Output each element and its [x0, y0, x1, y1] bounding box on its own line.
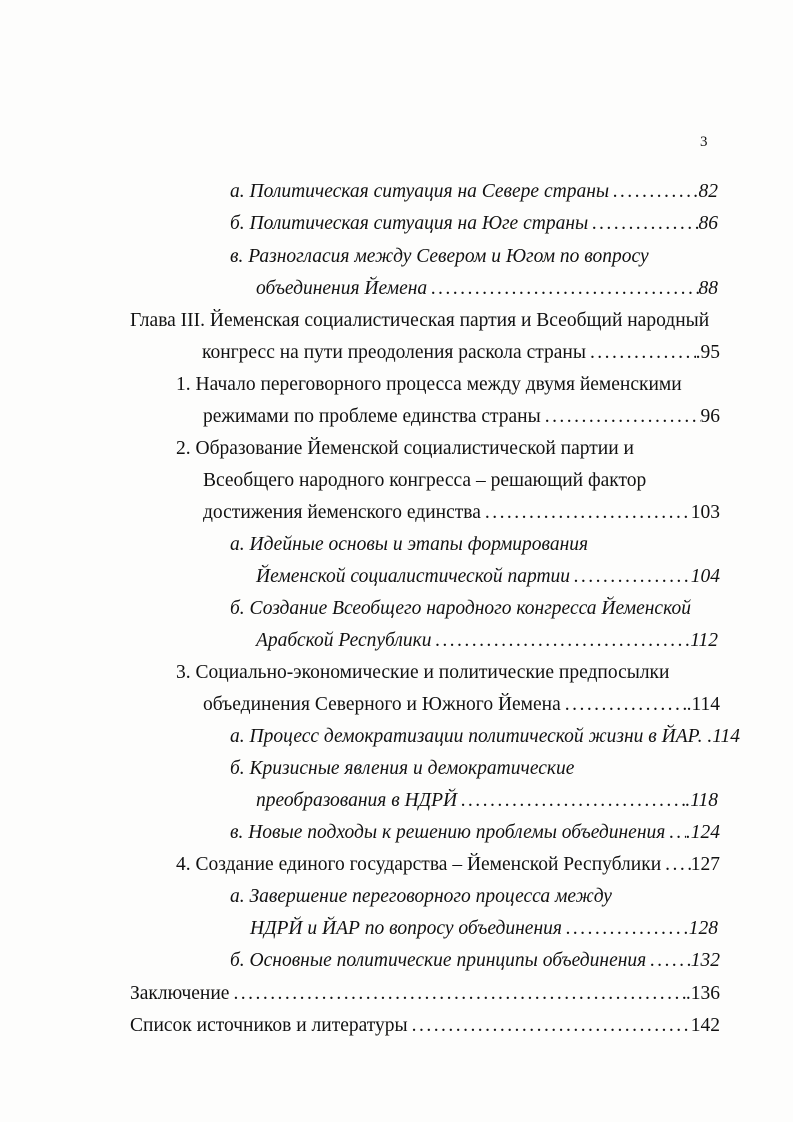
toc-entry [176, 371, 682, 399]
toc-entry [256, 787, 718, 815]
toc-entry [203, 467, 646, 495]
dot-leader [609, 178, 694, 206]
toc-entry [230, 883, 612, 911]
toc-entry [203, 691, 720, 719]
toc-entry [176, 851, 720, 879]
toc-entry [203, 499, 720, 527]
toc-entry [202, 339, 720, 367]
toc-entry [230, 595, 691, 623]
page-number: 3 [700, 134, 708, 150]
toc-entry-text: конгресс на пути преодоления раскола страны [202, 342, 586, 363]
toc-entry-text: а. Завершение переговорного процесса между [230, 886, 612, 907]
toc-chapter [130, 307, 709, 335]
toc-entry [176, 659, 669, 687]
toc-page-number: .124 [685, 822, 720, 843]
toc-entry-text: б. Основные политические принципы объединения [230, 950, 647, 971]
toc-entry-text: а. Процесс демократизации политической жизни в ЙАР. [230, 726, 703, 747]
toc-entry [230, 723, 740, 751]
toc-entry-text: 3. Социально-экономические и политические предпосылки [176, 662, 670, 683]
dot-leader [408, 1012, 691, 1040]
toc-entry-text: достижения йеменского единства [203, 502, 481, 523]
dot-leader [229, 980, 685, 1008]
toc-entry-text: а. Идейные основы и этапы формирования [230, 534, 589, 555]
toc-entry-text: в. Разногласия между Севером и Югом по вопросу [230, 246, 649, 267]
dot-leader [561, 691, 687, 719]
toc-entry-text: Йеменской социалистической партии [256, 566, 571, 587]
toc-entry [256, 275, 718, 303]
toc-page-number: .95 [695, 342, 720, 363]
toc-entry [230, 947, 720, 975]
toc-entry [230, 755, 574, 783]
toc-entry [230, 243, 649, 271]
toc-page-number: 88 [698, 278, 718, 299]
toc-entry [203, 403, 720, 431]
toc-entry-text: Всеобщего народного конгресса – решающий фактор [203, 470, 647, 491]
toc-page-number: .114 [707, 726, 741, 747]
toc-page-number: .82 [693, 181, 718, 202]
toc-entry-text: режимами по проблеме единства страны [203, 406, 541, 427]
toc-entry-text: объединения Северного и Южного Йемена [203, 694, 561, 715]
toc-entry-text: Список источников и литературы [130, 1015, 408, 1036]
toc-entry-text: 1. Начало переговорного процесса между двумя йеменскими [176, 374, 682, 395]
toc-page-number: 132 [690, 950, 720, 971]
toc-entry [176, 435, 634, 463]
toc-entry [130, 980, 720, 1008]
toc-entry-text: 4. Создание единого государства – Йеменской Республики [176, 854, 662, 875]
toc-entry [230, 819, 720, 847]
toc-page-number: .136 [685, 983, 720, 1004]
dot-leader [586, 339, 696, 367]
toc-page-number: 86 [698, 213, 718, 234]
toc-entry-text: объединения Йемена [256, 278, 428, 299]
toc-page-number: 103 [690, 502, 720, 523]
toc-page-number: 112 [690, 630, 718, 651]
dot-leader [541, 403, 701, 431]
toc-entry [256, 563, 720, 591]
toc-page-number: 104 [690, 566, 720, 587]
toc-entry-text: а. Политическая ситуация на Севере страны [230, 181, 610, 202]
toc-entry-text: Арабской Республики [256, 630, 432, 651]
toc-entry-text: Глава III. Йеменская социалистическая партия и Всеобщий народный [130, 310, 710, 331]
dot-leader [427, 275, 698, 303]
toc-page-number: 142 [690, 1015, 720, 1036]
dot-leader [646, 947, 691, 975]
dot-leader [457, 787, 685, 815]
toc-entry-text: б. Политическая ситуация на Юге страны [230, 213, 589, 234]
toc-entry-text: преобразования в НДРЙ [256, 790, 458, 811]
toc-entry [130, 1012, 720, 1040]
dot-leader [431, 627, 690, 655]
toc-entry-text: 2. Образование Йеменской социалистической партии и [176, 438, 634, 459]
dot-leader [588, 210, 698, 238]
dot-leader [562, 915, 684, 943]
toc-entry [250, 915, 718, 943]
dot-leader [570, 563, 691, 591]
toc-entry [256, 627, 718, 655]
toc-entry-text: в. Новые подходы к решению проблемы объединения [230, 822, 666, 843]
toc-page-number: .128 [683, 918, 718, 939]
toc-entry-text: НДРЙ и ЙАР по вопросу объединения [250, 918, 562, 939]
toc-page-number: 96 [700, 406, 720, 427]
toc-page-number: 127 [690, 854, 720, 875]
toc-entry-text: Заключение [130, 983, 230, 1004]
toc-entry [230, 178, 718, 206]
toc-entry [230, 210, 718, 238]
toc-entry-text: б. Кризисные явления и демократические [230, 758, 575, 779]
toc-entry [230, 531, 588, 559]
toc-page-number: .118 [685, 790, 718, 811]
toc-page-number: .114 [686, 694, 720, 715]
toc-entry-text: б. Создание Всеобщего народного конгресса Йеменской [230, 598, 691, 619]
dot-leader [661, 851, 691, 879]
dot-leader [665, 819, 686, 847]
dot-leader [481, 499, 691, 527]
